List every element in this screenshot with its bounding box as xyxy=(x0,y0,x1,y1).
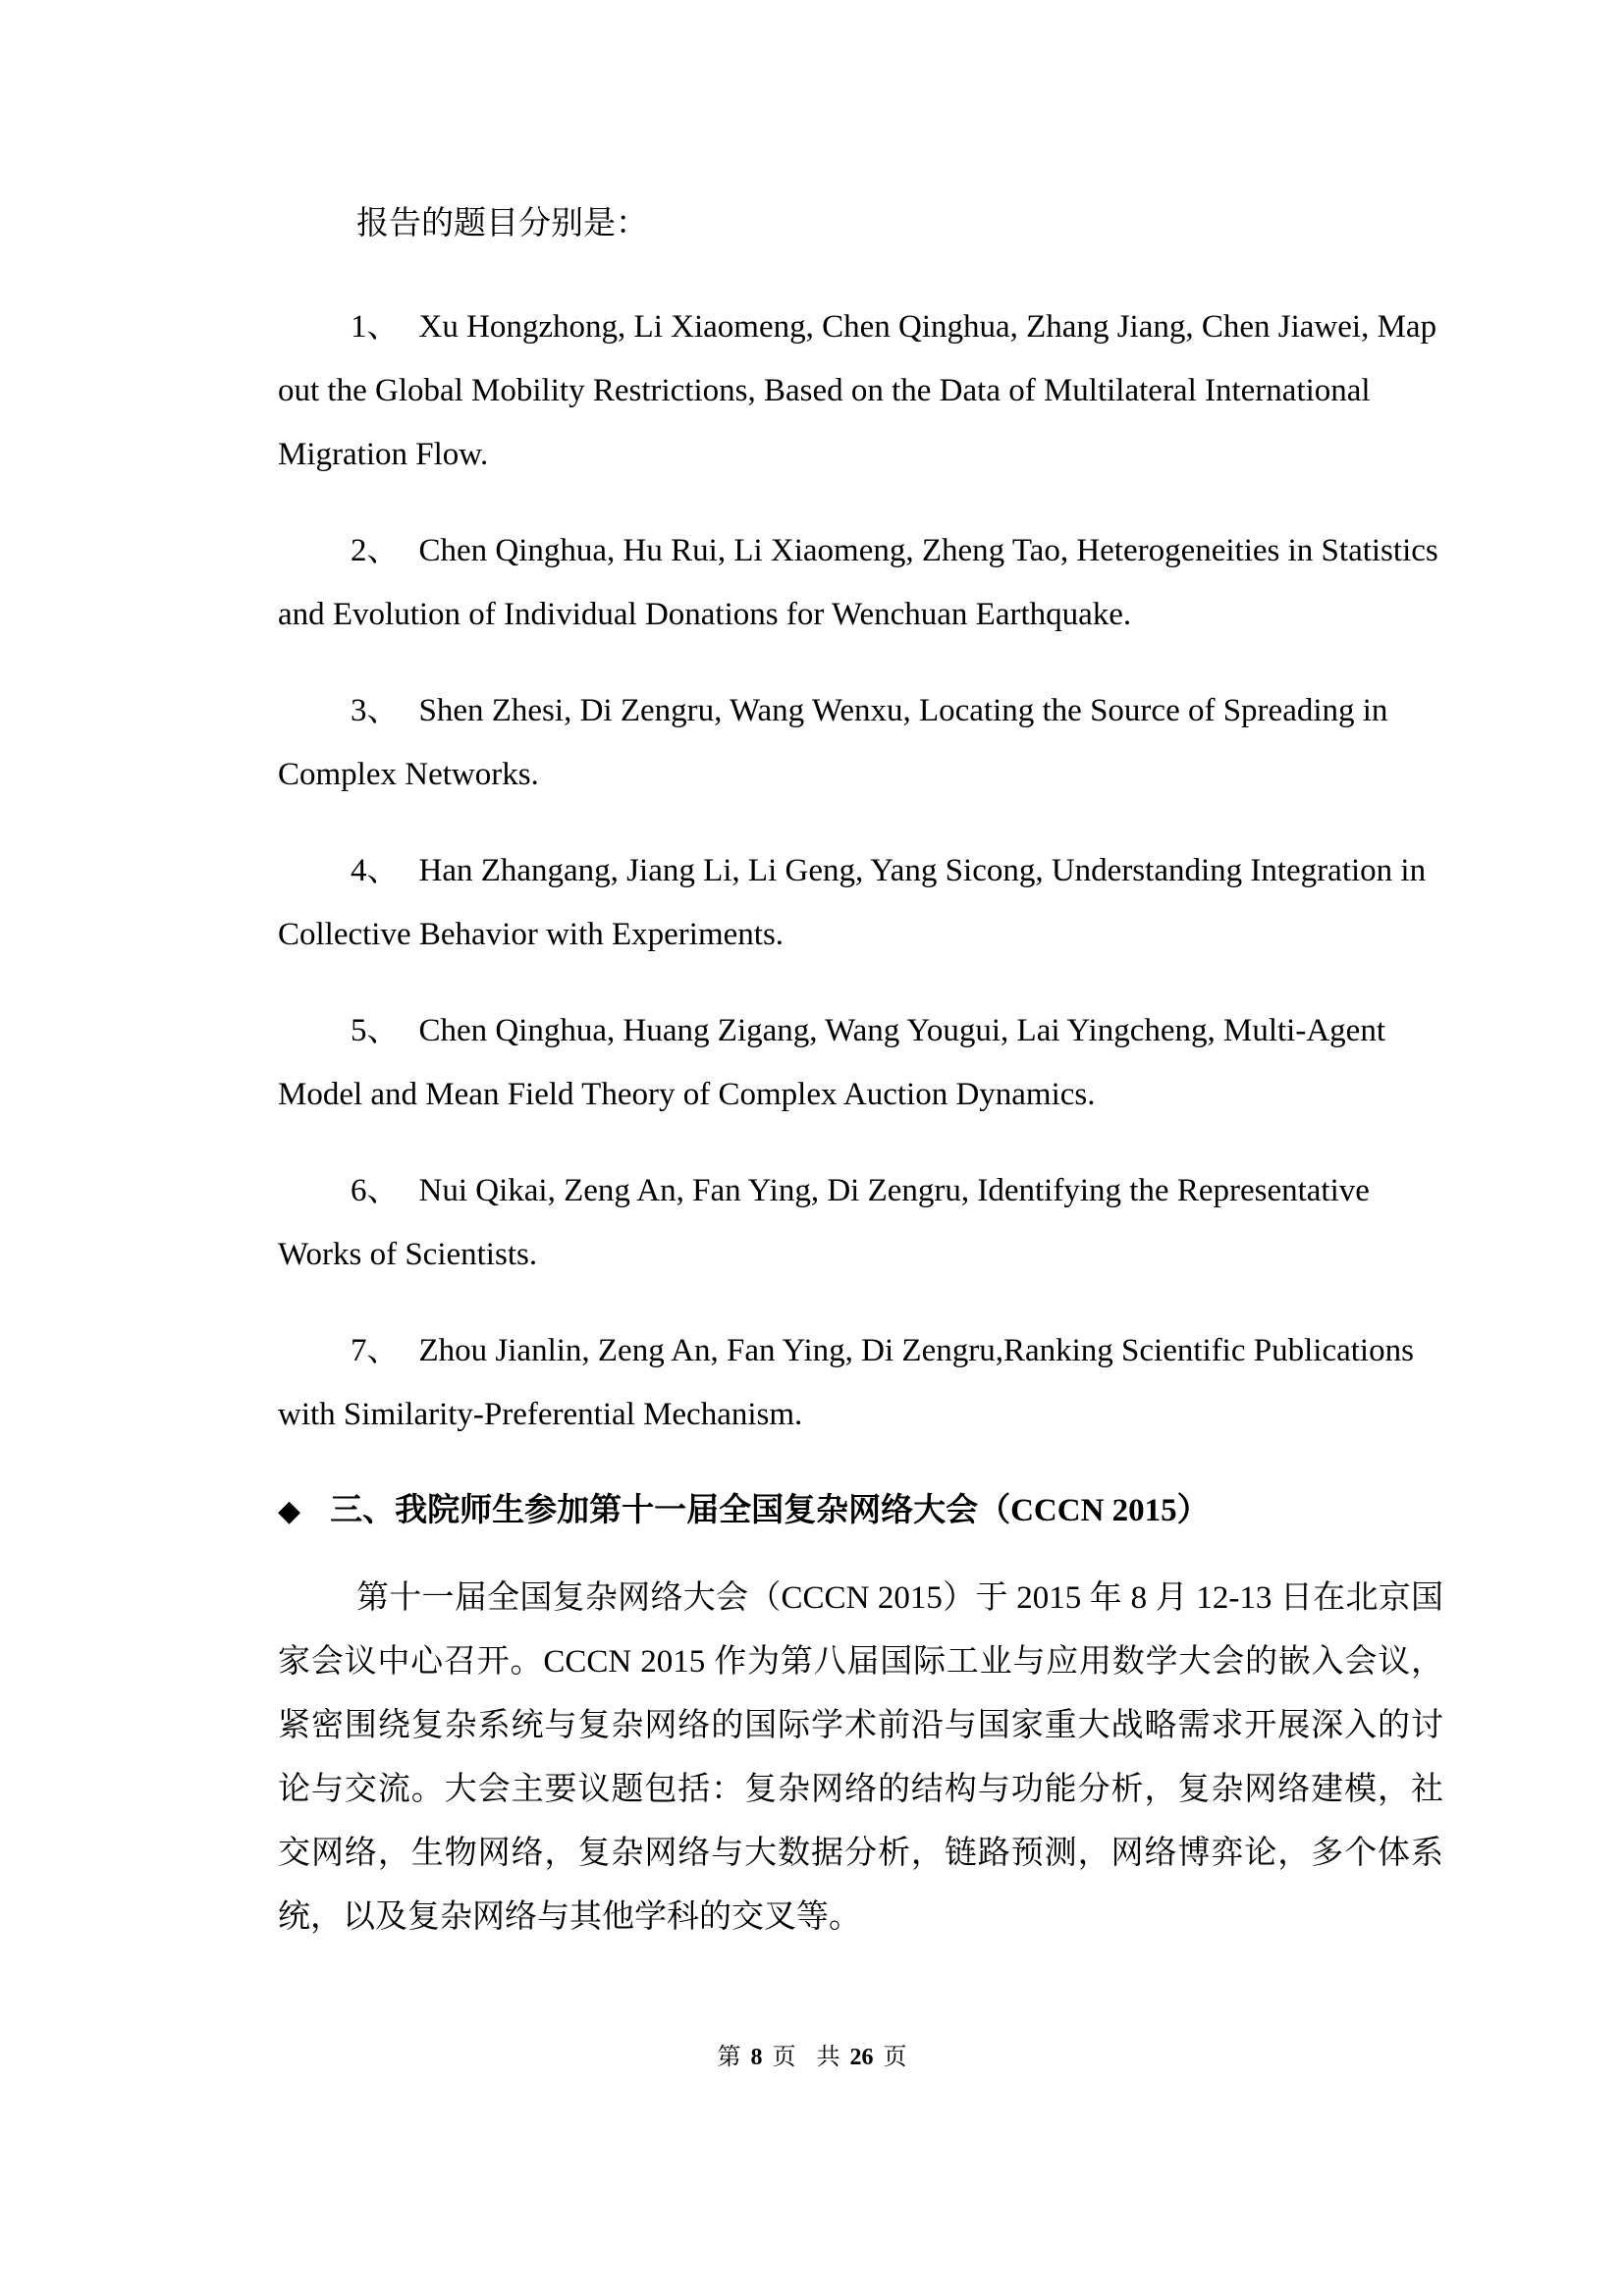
report-item-1 xyxy=(278,295,1443,487)
item-text: Xu Hongzhong, Li Xiaomeng, Chen Qinghua, Zhang Jiang, Chen Jiawei, Map out the Global Mobility Restrictions, Based on the Data of Multilateral International Migration Flow. xyxy=(278,309,1437,472)
item-number: 6、 xyxy=(351,1173,400,1208)
page-footer xyxy=(0,2044,1624,2071)
page-body xyxy=(278,192,1443,1949)
item-number: 4、 xyxy=(351,853,400,888)
item-number: 3、 xyxy=(351,693,400,728)
footer-label-page-unit: 页 xyxy=(772,2045,796,2070)
intro-line: 报告的题目分别是： xyxy=(356,206,648,241)
section-heading-text: 三、我院师生参加第十一届全国复杂网络大会（CCCN 2015） xyxy=(330,1493,1210,1528)
report-item-3 xyxy=(278,679,1443,807)
section-heading xyxy=(278,1479,1443,1543)
item-text: Zhou Jianlin, Zeng An, Fan Ying, Di Zengru,Ranking Scientific Publications with Similarity-Preferential Mechanism. xyxy=(278,1333,1414,1432)
report-item-2 xyxy=(278,519,1443,647)
report-item-4 xyxy=(278,839,1443,967)
item-text: Chen Qinghua, Hu Rui, Li Xiaomeng, Zheng Tao, Heterogeneities in Statistics and Evolution of Individual Donations for Wenchuan Earthquake. xyxy=(278,533,1438,632)
report-item-6 xyxy=(278,1159,1443,1287)
report-item-7 xyxy=(278,1319,1443,1447)
item-number: 5、 xyxy=(351,1013,400,1048)
item-text: Chen Qinghua, Huang Zigang, Wang Yougui, Lai Yingcheng, Multi-Agent Model and Mean Field Theory of Complex Auction Dynamics. xyxy=(278,1013,1385,1112)
footer-label-total-unit: 页 xyxy=(883,2045,907,2070)
item-text: Shen Zhesi, Di Zengru, Wang Wenxu, Locating the Source of Spreading in Complex Networks. xyxy=(278,693,1388,792)
item-number: 7、 xyxy=(351,1333,400,1368)
footer-total-pages: 26 xyxy=(849,2045,874,2070)
conference-paragraph: 第十一届全国复杂网络大会（CCCN 2015）于 2015 年 8 月 12-13 日在北京国家会议中心召开。CCCN 2015 作为第八届国际工业与应用数学大会的嵌入会议，紧密围绕复杂系统与复杂网络的国际学术前沿与国家重大战略需求开展深入的讨论与交流。大会主要议题包括：复杂网络的结构与功能分析，复杂网络建模，社交网络，生物网络，复杂网络与大数据分析，链路预测，网络博弈论，多个体系统，以及复杂网络与其他学科的交叉等。 xyxy=(278,1580,1443,1935)
item-number: 1、 xyxy=(351,309,400,345)
footer-label-total-prefix: 共 xyxy=(816,2045,840,2070)
item-text: Nui Qikai, Zeng An, Fan Ying, Di Zengru, Identifying the Representative Works of Scientists. xyxy=(278,1173,1370,1272)
footer-label-page-prefix: 第 xyxy=(717,2045,741,2070)
footer-page-number: 8 xyxy=(750,2045,763,2070)
item-text: Han Zhangang, Jiang Li, Li Geng, Yang Sicong, Understanding Integration in Collective Behavior with Experiments. xyxy=(278,853,1427,952)
item-number: 2、 xyxy=(351,533,400,568)
diamond-bullet-icon: ◆ xyxy=(278,1494,301,1528)
report-item-5 xyxy=(278,999,1443,1127)
